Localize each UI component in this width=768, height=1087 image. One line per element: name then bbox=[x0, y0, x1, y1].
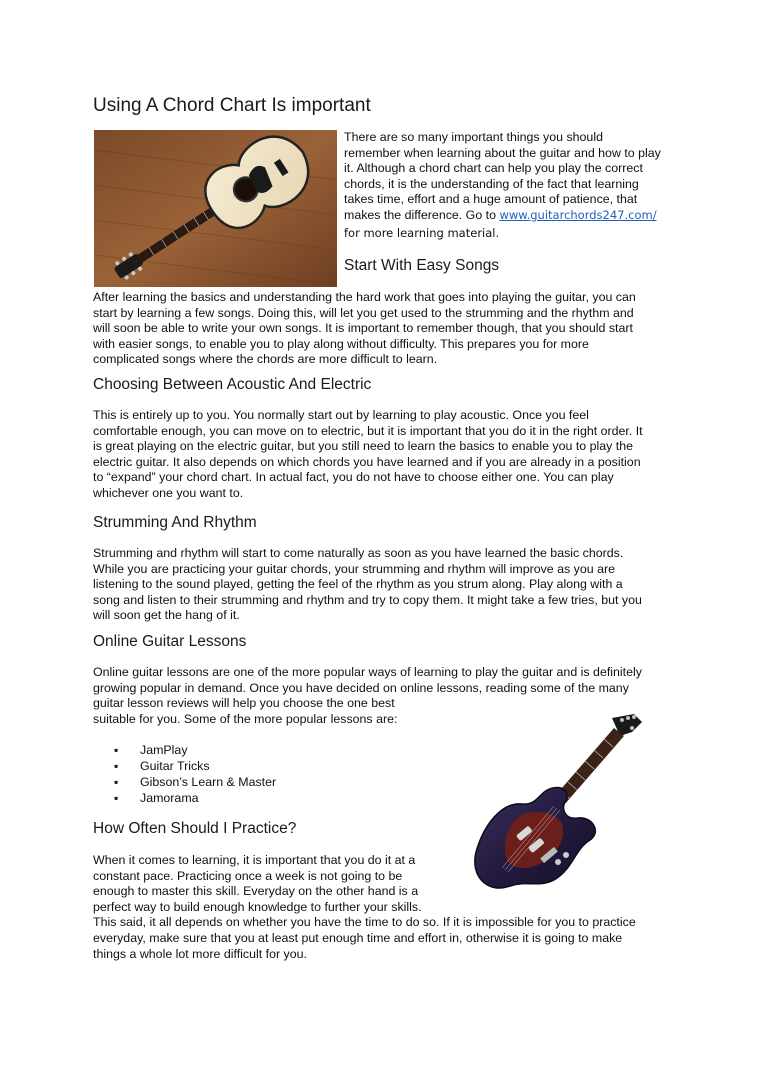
paragraph-line: comfortable enough, you can move on to electric, but it is important that you do it in the right order. It bbox=[93, 423, 643, 438]
easy-songs-paragraph bbox=[93, 290, 636, 368]
paragraph-line: will soon get the hang of it. bbox=[93, 608, 240, 623]
lessons-list bbox=[114, 742, 276, 806]
paragraph-line: complicated songs where the chords are more difficult to learn. bbox=[93, 352, 438, 367]
paragraph-line: This is entirely up to you. You normally start out by learning to play acoustic. Once you feel bbox=[93, 408, 589, 422]
intro-line: chords, it is the understanding of the fact that learning bbox=[344, 176, 639, 191]
paragraph-line: While you are practicing your guitar chords, your strumming and rhythm will improve as you are bbox=[93, 561, 615, 576]
heading-strumming: Strumming And Rhythm bbox=[93, 514, 257, 531]
paragraph-line: song and listen to their strumming and rhythm and try to copy them. It might take a few tries, but you bbox=[93, 592, 642, 607]
heading-easy-songs: Start With Easy Songs bbox=[344, 257, 500, 274]
paragraph-line: After learning the basics and understanding the hard work that goes into playing the guitar, you can bbox=[93, 290, 636, 304]
paragraph-line: suitable for you. Some of the more popular lessons are: bbox=[93, 711, 398, 726]
practice-paragraph bbox=[93, 853, 636, 962]
heading-acoustic-electric: Choosing Between Acoustic And Electric bbox=[93, 376, 372, 393]
paragraph-line: to “expand” your chord chart. In actual fact, you do not have to choose either one. You can play bbox=[93, 470, 614, 485]
intro-line: There are so many important things you should bbox=[344, 130, 603, 144]
list-item: ▪ JamPlay bbox=[114, 742, 276, 758]
paragraph-line: Strumming and rhythm will start to come naturally as soon as you have learned the basic chords. bbox=[93, 546, 624, 560]
paragraph-line: growing popular in demand. Once you have decided on online lessons, reading some of the many bbox=[93, 680, 629, 695]
paragraph-line: guitar lesson reviews will help you choose the one best bbox=[93, 696, 395, 711]
intro-line-end: for more learning material. bbox=[344, 225, 500, 240]
paragraph-line: whichever one you want to. bbox=[93, 485, 244, 500]
list-item: ▪ Jamorama bbox=[114, 790, 276, 806]
strumming-paragraph bbox=[93, 546, 642, 624]
page-title: Using A Chord Chart Is important bbox=[93, 95, 371, 116]
paragraph-line: enough to master this skill. Everyday on the other hand is a bbox=[93, 884, 419, 899]
acoustic-electric-paragraph bbox=[93, 408, 643, 502]
paragraph-line: start by learning a few songs. Doing this, will let you get used to the strumming and the rhythm and bbox=[93, 305, 634, 320]
list-item: ▪ Guitar Tricks bbox=[114, 758, 276, 774]
paragraph-line: will soon be able to write your own songs. It is important to remember though, that you should start bbox=[93, 321, 633, 336]
paragraph-line: is great playing on the electric guitar, but you still need to learn the basics to enable you to play the bbox=[93, 439, 634, 454]
heading-online-lessons: Online Guitar Lessons bbox=[93, 633, 247, 650]
paragraph-line: When it comes to learning, it is important that you do it at a bbox=[93, 853, 416, 867]
heading-practice: How Often Should I Practice? bbox=[93, 820, 297, 837]
paragraph-line: This said, it all depends on whether you have the time to do so. If it is impossible for you to practice bbox=[93, 915, 636, 930]
paragraph-line: electric guitar. It also depends on which chords you have learned and if you are already in a position bbox=[93, 454, 641, 469]
intro-line: makes the difference. Go to bbox=[344, 207, 500, 222]
intro-line: it. Although a chord chart can help you play the correct bbox=[344, 161, 643, 176]
guitarchords-link[interactable]: www.guitarchords247.com/ bbox=[499, 207, 657, 222]
paragraph-line: everyday, make sure that you at least put enough time and effort in, otherwise it is going to make bbox=[93, 930, 623, 945]
paragraph-line: perfect way to build enough knowledge to further your skills. bbox=[93, 899, 422, 914]
paragraph-line: Online guitar lessons are one of the more popular ways of learning to play the guitar and is definitely bbox=[93, 665, 642, 679]
paragraph-line: things a whole lot more difficult for you. bbox=[93, 946, 307, 961]
paragraph-line: listening to the sound played, getting the feel of the rhythm as you strum along. Play along with a bbox=[93, 577, 623, 592]
list-item: ▪ Gibson’s Learn & Master bbox=[114, 774, 276, 790]
intro-line: remember when learning about the guitar and how to play bbox=[344, 145, 661, 160]
paragraph-line: constant pace. Practicing once a week is not going to be bbox=[93, 868, 403, 883]
paragraph-line: with easier songs, to enable you to play along without difficulty. This prepares you for more bbox=[93, 336, 589, 351]
intro-line: takes time, effort and a huge amount of patience, that bbox=[344, 192, 638, 207]
intro-paragraph bbox=[344, 130, 661, 241]
acoustic-guitar-photo bbox=[94, 130, 337, 287]
